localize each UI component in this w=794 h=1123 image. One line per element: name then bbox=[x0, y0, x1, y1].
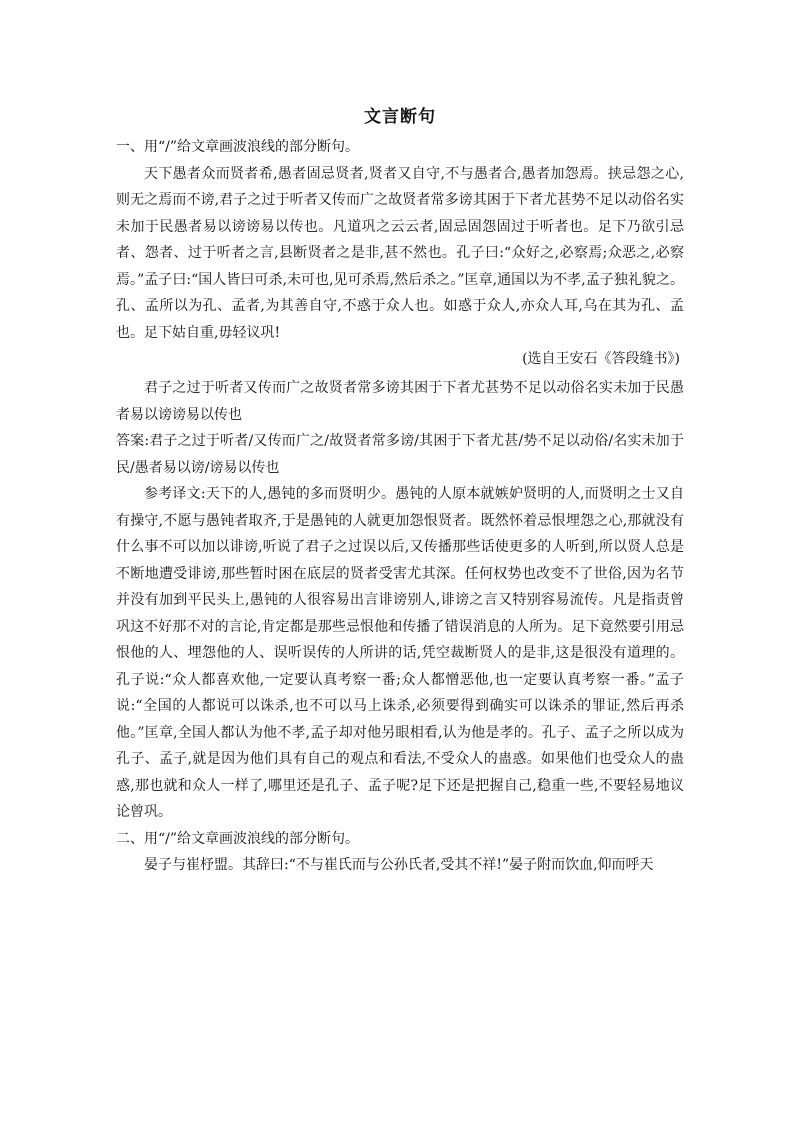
section2-passage: 晏子与崔杼盟。其辞曰:“不与崔氏而与公孙氏者,受其不祥!”晏子附而饮血,仰而呼天 bbox=[144, 857, 654, 873]
section2-instruction: 二、用“/”给文章画波浪线的部分断句。 bbox=[116, 830, 360, 847]
section1-instruction: 一、用“/”给文章画波浪线的部分断句。 bbox=[116, 139, 360, 155]
section1-passage: 天下愚者众而贤者希,愚者固忌贤者,贤者又自守,不与愚者合,愚者加怨焉。挟忌怨之心,则无之焉而不谤,君子之过于听者又传而广之故贤者常多谤其困于下者尤甚势不足以动俗名实未加于民愚者易以谤谤易以传也。凡道巩之云云者,固忌固怨固过于听者也。足下乃欲引忌者、怨者、过于听者之言,县断贤者之是非,甚不然也。孔子曰:“众好之,必察焉;众恶之,必察焉。”孟子曰:“国人皆曰可杀,未可也,见可杀焉,然后杀之。”匡章,通国以为不孝,孟子独礼貌之。孔、孟所以为孔、孟者,为其善自守,不惑于众人也。如惑于众人,亦众人耳,乌在其为孔、孟也。足下姑自重,毋轻议巩! bbox=[116, 165, 684, 341]
document-title: 文言断句 bbox=[364, 107, 436, 127]
document-page bbox=[116, 100, 684, 879]
section1-answer: 答案:君子之过于听者/又传而广之/故贤者常多谤/其困于下者尤甚/势不足以动俗/名实未加于民/愚者易以谤/谤易以传也 bbox=[116, 433, 684, 476]
section1-source: (选自王安石《答段缝书》) bbox=[522, 351, 680, 367]
section1-translation: 参考译文:天下的人,愚钝的多而贤明少。愚钝的人原本就嫉妒贤明的人,而贤明之士又自有操守,不愿与愚钝者取齐,于是愚钝的人就更加怨恨贤者。既然怀着忌恨埋怨之心,那就没有什么事不可以加以诽谤,听说了君子之过误以后,又传播那些话使更多的人听到,所以贤人总是不断地遭受诽谤,那些暂时困在底层的贤者受害尤其深。任何权势也改变不了世俗,因为名节并没有加到平民头上,愚钝的人很容易出言诽谤别人,诽谤之言又特别容易流传。凡是指责曾巩这不好那不对的言论,肯定都是那些忌恨他和传播了错误消息的人所为。足下竟然要引用忌恨他的人、埋怨他的人、误听误传的人所讲的话,凭空裁断贤人的是非,这是很没有道理的。孔子说:“众人都喜欢他,一定要认真考察一番;众人都憎恶他,也一定要认真考察一番。”孟子说:“全国的人都说可以诛杀,也不可以马上诛杀,必须要得到确实可以诛杀的罪证,然后再杀他。”匡章,全国人都认为他不孝,孟子却对他另眼相看,认为他是孝的。孔子、孟子之所以成为孔子、孟子,就是因为他们具有自己的观点和看法,不受众人的蛊惑。如果他们也受众人的蛊惑,那也就和众人一样了,哪里还是孔子、孟子呢?足下还是把握自己,稳重一些,不要轻易地议论曾巩。 bbox=[116, 486, 684, 820]
section1-question: 君子之过于听者又传而广之故贤者常多谤其困于下者尤甚势不足以动俗名实未加于民愚者易以谤谤易以传也 bbox=[116, 380, 684, 423]
